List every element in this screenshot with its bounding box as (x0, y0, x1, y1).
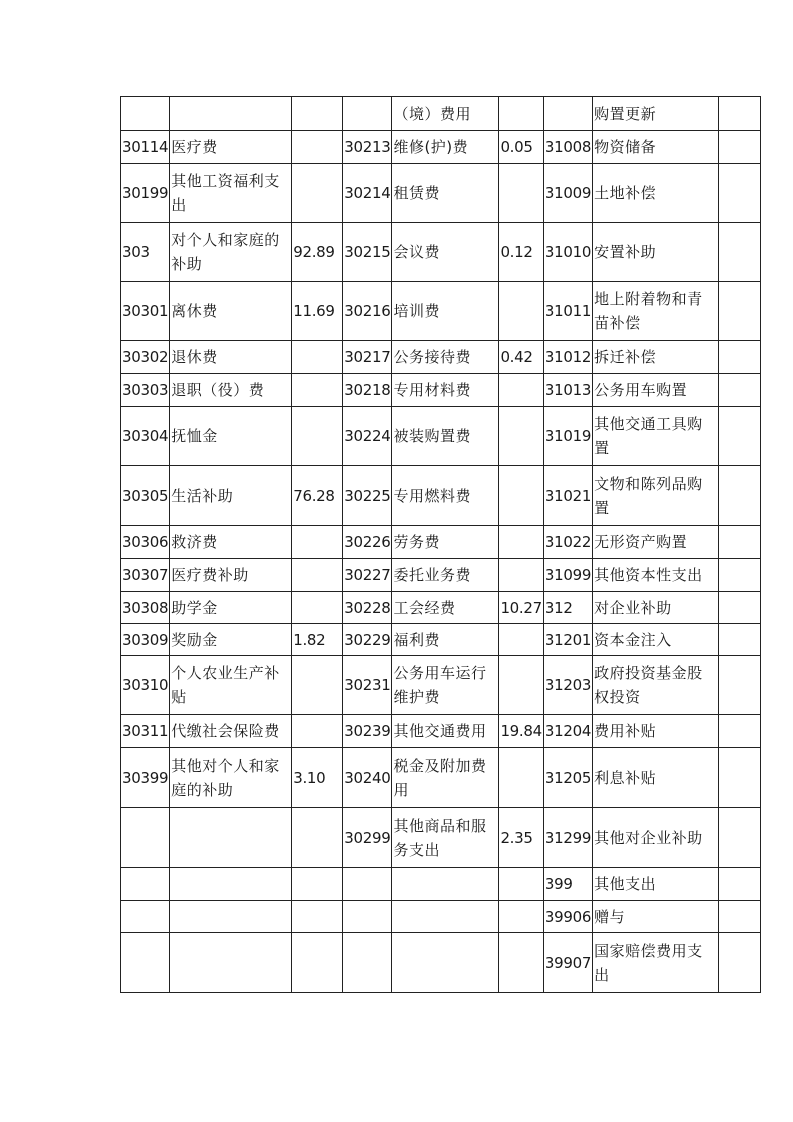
cell-amount (719, 131, 761, 164)
table-row (121, 407, 761, 466)
cell-econ-code: 30301 (121, 282, 170, 341)
cell-econ-code: 303 (121, 223, 170, 282)
cell-item-name: 生活补助 (170, 466, 292, 526)
cell-item-name: 对个人和家庭的补助 (170, 223, 292, 282)
cell-econ-code: 30302 (121, 341, 170, 374)
table-row (121, 624, 761, 656)
cell-item-name: 救济费 (170, 526, 292, 559)
cell-item-name: 公务用车购置 (593, 374, 719, 407)
cell-econ-code (343, 901, 392, 933)
cell-econ-code: 30215 (343, 223, 392, 282)
cell-amount (292, 407, 343, 466)
cell-item-name: 福利费 (392, 624, 499, 656)
cell-econ-code: 30303 (121, 374, 170, 407)
cell-item-name: 医疗费 (170, 131, 292, 164)
cell-item-name: 物资储备 (593, 131, 719, 164)
table-row (121, 592, 761, 624)
cell-amount (719, 748, 761, 808)
cell-item-name: 退职（役）费 (170, 374, 292, 407)
cell-item-name (170, 868, 292, 901)
cell-amount: 1.82 (292, 624, 343, 656)
cell-amount: 0.12 (499, 223, 543, 282)
cell-amount (719, 715, 761, 748)
cell-amount: 0.05 (499, 131, 543, 164)
cell-econ-code (121, 901, 170, 933)
cell-item-name: 拆迁补偿 (593, 341, 719, 374)
cell-econ-code: 31022 (543, 526, 592, 559)
cell-econ-code: 30307 (121, 559, 170, 592)
cell-amount (719, 901, 761, 933)
cell-amount (719, 466, 761, 526)
cell-item-name: 退休费 (170, 341, 292, 374)
cell-amount (499, 526, 543, 559)
table-row (121, 341, 761, 374)
cell-amount (292, 341, 343, 374)
cell-econ-code: 30231 (343, 656, 392, 715)
cell-item-name (170, 97, 292, 131)
cell-amount (499, 282, 543, 341)
cell-item-name: 安置补助 (593, 223, 719, 282)
table-row (121, 131, 761, 164)
cell-amount (499, 868, 543, 901)
table-row (121, 933, 761, 993)
cell-item-name (170, 901, 292, 933)
cell-amount (292, 808, 343, 868)
cell-amount (719, 526, 761, 559)
cell-econ-code: 30311 (121, 715, 170, 748)
cell-item-name (170, 933, 292, 993)
cell-amount (719, 559, 761, 592)
cell-amount (499, 624, 543, 656)
cell-amount (499, 466, 543, 526)
cell-econ-code: 30225 (343, 466, 392, 526)
table-row (121, 223, 761, 282)
cell-amount (719, 656, 761, 715)
cell-econ-code: 30224 (343, 407, 392, 466)
cell-amount (292, 656, 343, 715)
cell-econ-code: 31299 (543, 808, 592, 868)
cell-amount (292, 933, 343, 993)
table-row (121, 374, 761, 407)
cell-econ-code: 31099 (543, 559, 592, 592)
cell-amount (292, 901, 343, 933)
cell-econ-code: 31010 (543, 223, 592, 282)
table-row (121, 164, 761, 223)
cell-amount (719, 868, 761, 901)
cell-amount (499, 559, 543, 592)
cell-econ-code: 31201 (543, 624, 592, 656)
cell-amount (292, 374, 343, 407)
table-row (121, 901, 761, 933)
cell-item-name: 利息补贴 (593, 748, 719, 808)
cell-item-name: 地上附着物和青苗补偿 (593, 282, 719, 341)
cell-econ-code (343, 868, 392, 901)
cell-item-name: 代缴社会保险费 (170, 715, 292, 748)
cell-item-name: 被装购置费 (392, 407, 499, 466)
cell-item-name: 无形资产购置 (593, 526, 719, 559)
cell-econ-code: 30217 (343, 341, 392, 374)
cell-amount (292, 97, 343, 131)
cell-item-name: 工会经费 (392, 592, 499, 624)
cell-econ-code: 30306 (121, 526, 170, 559)
cell-econ-code: 30218 (343, 374, 392, 407)
cell-item-name: 医疗费补助 (170, 559, 292, 592)
cell-item-name: 购置更新 (593, 97, 719, 131)
table-row (121, 282, 761, 341)
cell-item-name (170, 808, 292, 868)
cell-item-name (392, 933, 499, 993)
cell-item-name: 维修(护)费 (392, 131, 499, 164)
table-row (121, 808, 761, 868)
cell-amount: 11.69 (292, 282, 343, 341)
cell-econ-code: 31008 (543, 131, 592, 164)
table-row (121, 748, 761, 808)
cell-econ-code: 30308 (121, 592, 170, 624)
cell-amount (292, 526, 343, 559)
cell-econ-code: 31009 (543, 164, 592, 223)
cell-item-name: 税金及附加费用 (392, 748, 499, 808)
cell-item-name: 资本金注入 (593, 624, 719, 656)
cell-amount: 3.10 (292, 748, 343, 808)
cell-econ-code (121, 808, 170, 868)
cell-econ-code (121, 868, 170, 901)
cell-amount (719, 808, 761, 868)
cell-item-name: 专用材料费 (392, 374, 499, 407)
table-row (121, 466, 761, 526)
cell-econ-code (343, 97, 392, 131)
cell-econ-code: 30309 (121, 624, 170, 656)
cell-econ-code (121, 97, 170, 131)
cell-item-name: 个人农业生产补贴 (170, 656, 292, 715)
cell-item-name (392, 901, 499, 933)
cell-amount (499, 748, 543, 808)
cell-econ-code: 30240 (343, 748, 392, 808)
cell-econ-code: 30239 (343, 715, 392, 748)
cell-amount (499, 374, 543, 407)
cell-item-name: 会议费 (392, 223, 499, 282)
cell-amount (719, 933, 761, 993)
cell-amount (719, 624, 761, 656)
cell-econ-code: 399 (543, 868, 592, 901)
table-row (121, 97, 761, 131)
cell-item-name: 对企业补助 (593, 592, 719, 624)
cell-item-name: 公务用车运行维护费 (392, 656, 499, 715)
cell-amount (719, 282, 761, 341)
expenditure-classification-table (120, 96, 761, 993)
cell-amount (719, 407, 761, 466)
cell-amount: 76.28 (292, 466, 343, 526)
cell-item-name: 其他资本性支出 (593, 559, 719, 592)
cell-amount (499, 656, 543, 715)
cell-amount (719, 592, 761, 624)
cell-amount (499, 97, 543, 131)
cell-item-name: 其他支出 (593, 868, 719, 901)
cell-amount (499, 164, 543, 223)
cell-item-name: 公务接待费 (392, 341, 499, 374)
cell-item-name: （境）费用 (392, 97, 499, 131)
cell-item-name: 专用燃料费 (392, 466, 499, 526)
cell-econ-code: 30399 (121, 748, 170, 808)
cell-econ-code: 30216 (343, 282, 392, 341)
cell-amount: 10.27 (499, 592, 543, 624)
cell-econ-code: 31019 (543, 407, 592, 466)
cell-econ-code: 39906 (543, 901, 592, 933)
cell-econ-code: 30114 (121, 131, 170, 164)
cell-amount (292, 131, 343, 164)
table-row (121, 868, 761, 901)
cell-item-name: 离休费 (170, 282, 292, 341)
cell-econ-code: 312 (543, 592, 592, 624)
cell-item-name: 赠与 (593, 901, 719, 933)
cell-amount (719, 164, 761, 223)
cell-item-name: 抚恤金 (170, 407, 292, 466)
cell-econ-code: 31011 (543, 282, 592, 341)
cell-econ-code: 30199 (121, 164, 170, 223)
cell-item-name: 其他对个人和家庭的补助 (170, 748, 292, 808)
cell-item-name (392, 868, 499, 901)
cell-amount (499, 407, 543, 466)
cell-item-name: 其他交通工具购置 (593, 407, 719, 466)
cell-amount (292, 868, 343, 901)
cell-econ-code: 31203 (543, 656, 592, 715)
cell-econ-code: 30304 (121, 407, 170, 466)
cell-amount: 2.35 (499, 808, 543, 868)
cell-item-name: 助学金 (170, 592, 292, 624)
cell-amount: 92.89 (292, 223, 343, 282)
cell-item-name: 国家赔偿费用支出 (593, 933, 719, 993)
cell-econ-code: 30226 (343, 526, 392, 559)
cell-amount (719, 97, 761, 131)
cell-econ-code (121, 933, 170, 993)
cell-econ-code: 31013 (543, 374, 592, 407)
cell-amount (499, 901, 543, 933)
cell-item-name: 其他交通费用 (392, 715, 499, 748)
cell-econ-code: 30228 (343, 592, 392, 624)
cell-amount (292, 592, 343, 624)
cell-item-name: 奖励金 (170, 624, 292, 656)
cell-amount: 0.42 (499, 341, 543, 374)
cell-econ-code: 30227 (343, 559, 392, 592)
cell-econ-code (343, 933, 392, 993)
cell-item-name: 文物和陈列品购置 (593, 466, 719, 526)
cell-item-name: 租赁费 (392, 164, 499, 223)
cell-econ-code: 39907 (543, 933, 592, 993)
cell-item-name: 土地补偿 (593, 164, 719, 223)
cell-econ-code: 31204 (543, 715, 592, 748)
cell-amount (719, 223, 761, 282)
cell-econ-code: 30305 (121, 466, 170, 526)
cell-econ-code (543, 97, 592, 131)
table-row (121, 559, 761, 592)
cell-amount: 19.84 (499, 715, 543, 748)
cell-econ-code: 30310 (121, 656, 170, 715)
cell-amount (719, 341, 761, 374)
table-row (121, 656, 761, 715)
cell-econ-code: 31205 (543, 748, 592, 808)
cell-item-name: 其他工资福利支出 (170, 164, 292, 223)
cell-econ-code: 31021 (543, 466, 592, 526)
cell-item-name: 委托业务费 (392, 559, 499, 592)
cell-amount (292, 715, 343, 748)
cell-item-name: 费用补贴 (593, 715, 719, 748)
table-row (121, 715, 761, 748)
cell-econ-code: 30214 (343, 164, 392, 223)
cell-amount (499, 933, 543, 993)
cell-econ-code: 30299 (343, 808, 392, 868)
cell-item-name: 其他商品和服务支出 (392, 808, 499, 868)
cell-item-name: 其他对企业补助 (593, 808, 719, 868)
cell-econ-code: 30229 (343, 624, 392, 656)
table-body (121, 97, 761, 993)
cell-amount (292, 164, 343, 223)
cell-item-name: 培训费 (392, 282, 499, 341)
cell-item-name: 政府投资基金股权投资 (593, 656, 719, 715)
cell-item-name: 劳务费 (392, 526, 499, 559)
cell-econ-code: 30213 (343, 131, 392, 164)
cell-amount (719, 374, 761, 407)
cell-amount (292, 559, 343, 592)
cell-econ-code: 31012 (543, 341, 592, 374)
table-row (121, 526, 761, 559)
